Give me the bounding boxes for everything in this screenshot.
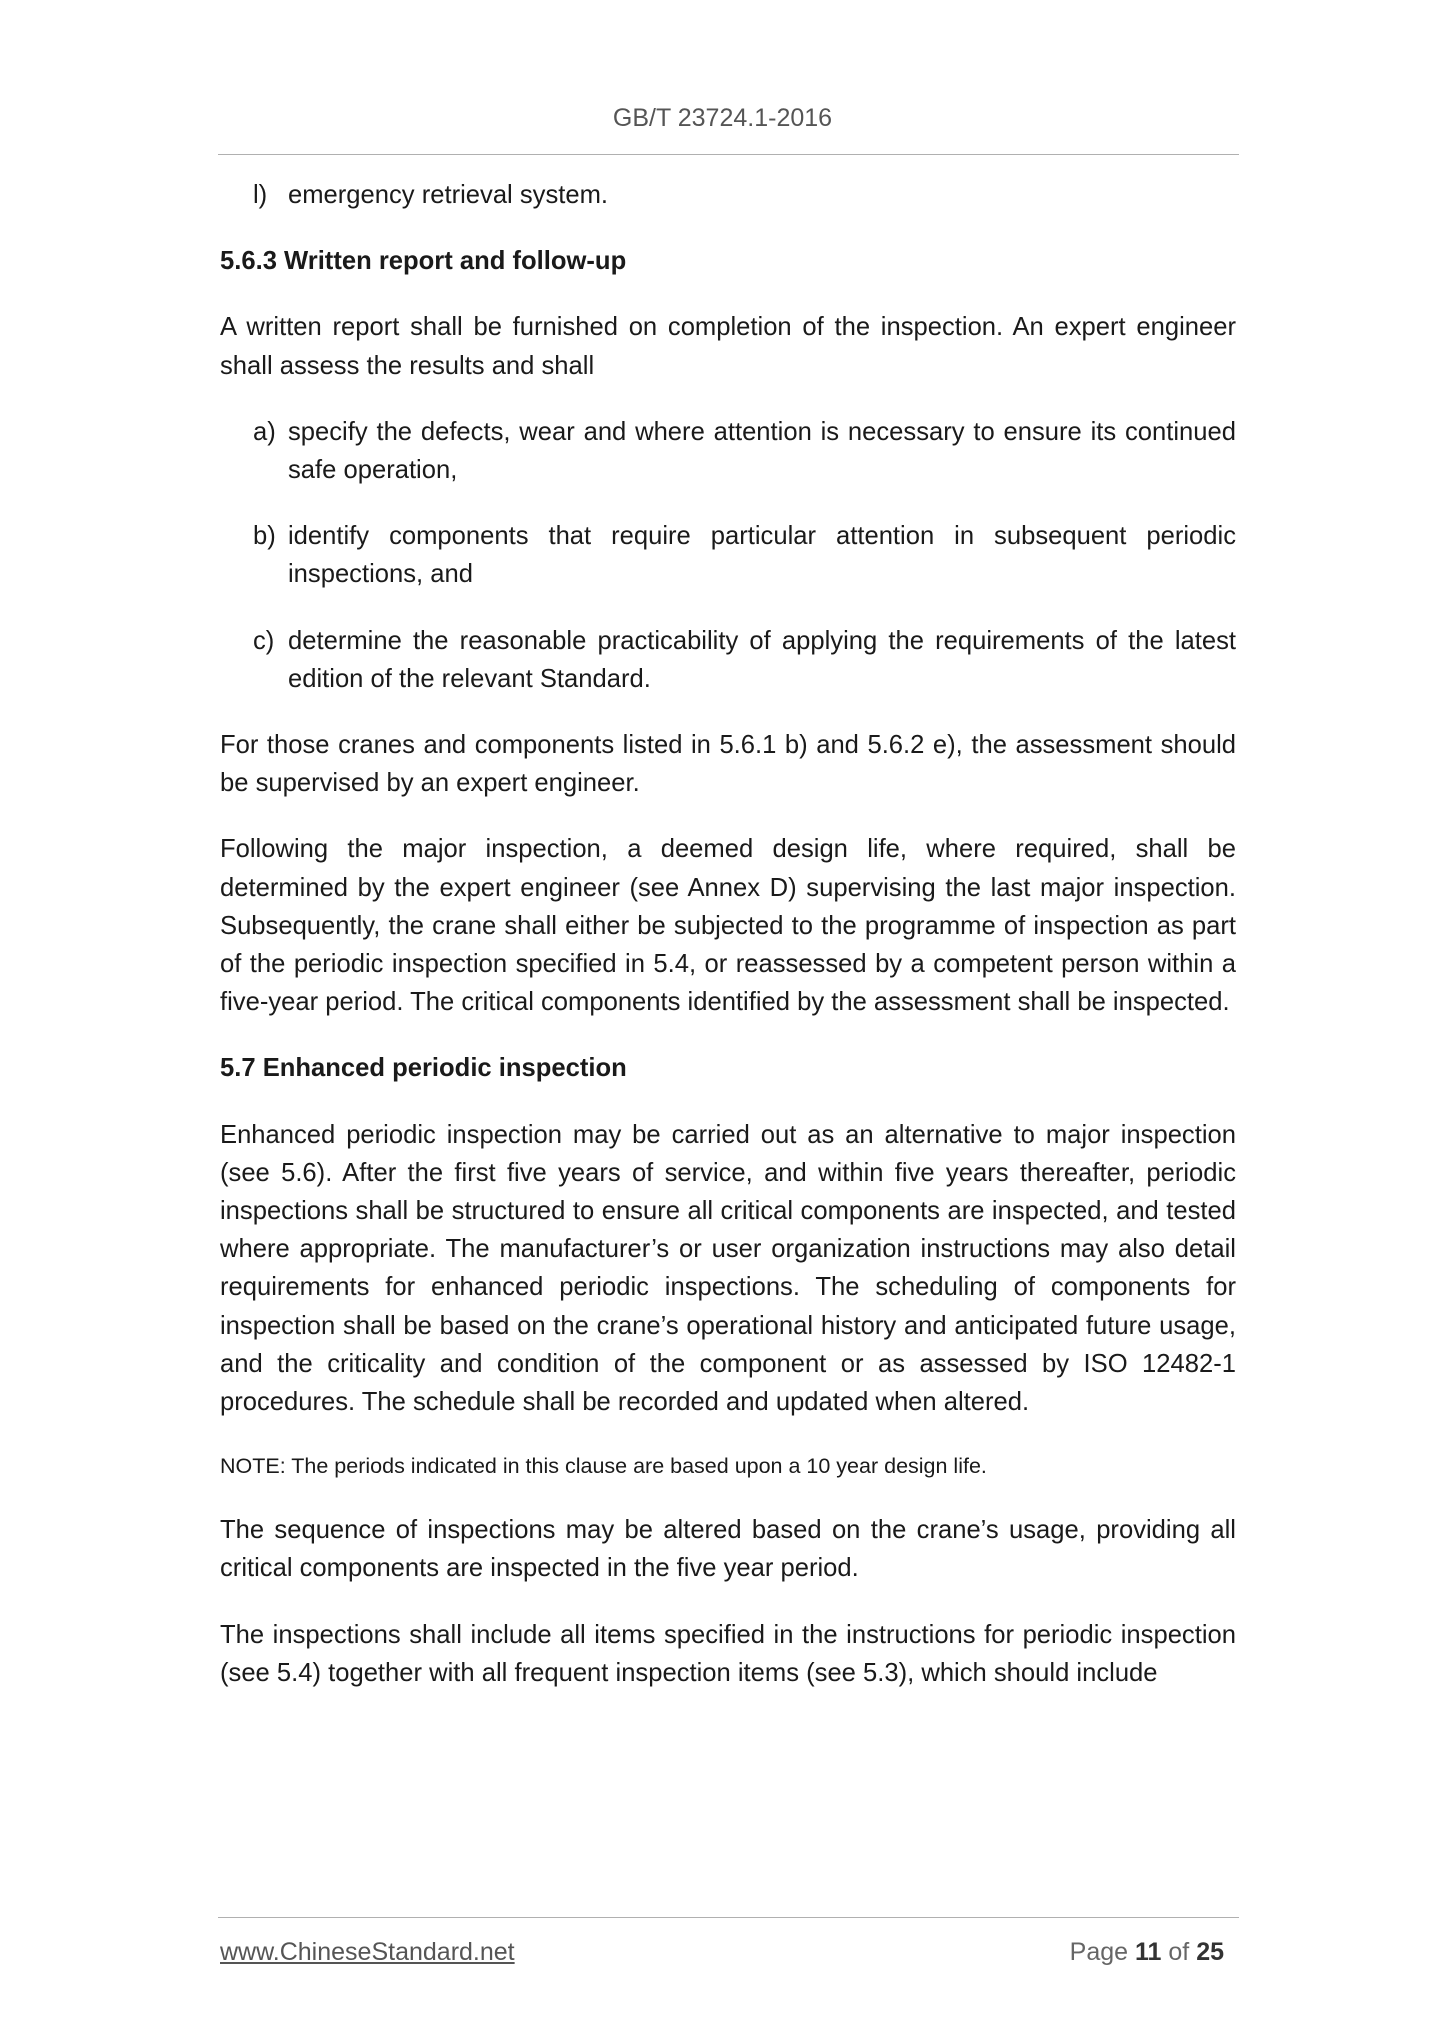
list-item-text: specify the defects, wear and where attention is necessary to ensure its continued safe operation, [288, 417, 1236, 485]
list-item-text: emergency retrieval system. [288, 181, 609, 209]
list-item-c [220, 622, 1236, 698]
list-item-l [220, 176, 1236, 214]
list-item-label: a) [253, 417, 276, 446]
page-current: 11 [1134, 1938, 1162, 1966]
paragraph-inspection-items: The inspections shall include all items specified in the instructions for periodic inspection (see 5.4) together with all frequent inspection items (see 5.3), which should include [220, 1620, 1236, 1687]
list-item-a [220, 413, 1236, 489]
list-item-label: c) [253, 626, 275, 655]
section-heading-5-7: 5.7 Enhanced periodic inspection [220, 1054, 627, 1083]
footer-divider [218, 1917, 1239, 1918]
page-content [220, 176, 1236, 1720]
list-item-label: l) [253, 181, 268, 209]
list-item-text: determine the reasonable practicability of applying the requirements of the latest edition of the relevant Standard. [288, 626, 1236, 693]
section-heading-5-6-3: 5.6.3 Written report and follow-up [220, 247, 627, 276]
page-total: 25 [1196, 1938, 1224, 1966]
page-number [1070, 1938, 1224, 1967]
paragraph-enhanced-inspection: Enhanced periodic inspection may be carried out as an alternative to major inspection (see 5.6). After the first five years of service, and within five years thereafter, periodic inspections shall be structured to ensure all critical components are inspected, and tested where appropriate. The manufacturer’s or user organization instructions may also detail requirements for enhanced periodic inspections. The scheduling of components for inspection shall be based on the crane’s operational history and anticipated future usage, and the criticality and condition of the component or as assessed by ISO 12482-1 procedures. The schedule shall be recorded and updated when altered. [220, 1120, 1236, 1417]
list-item-label: b) [253, 522, 276, 551]
list-item-b [220, 517, 1236, 593]
document-id-header: GB/T 23724.1-2016 [612, 104, 833, 132]
page-of: of [1168, 1938, 1190, 1966]
header-divider [218, 154, 1239, 155]
website-link[interactable]: www.ChineseStandard.net [220, 1938, 515, 1966]
note-design-life: NOTE: The periods indicated in this clause are based upon a 10 year design life. [220, 1454, 987, 1479]
paragraph-sequence: The sequence of inspections may be altered based on the crane’s usage, providing all critical components are inspected in the five year period. [220, 1516, 1236, 1583]
paragraph-design-life: Following the major inspection, a deemed design life, where required, shall be determined by the expert engineer (see Annex D) supervising the last major inspection. Subsequently, the crane shall either be subjected to the programme of inspection as part of the periodic inspection specified in 5.4, or reassessed by a competent person within a five-year period. The critical components identified by the assessment shall be inspected. [220, 835, 1236, 1017]
paragraph-supervision: For those cranes and components listed in 5.6.1 b) and 5.6.2 e), the assessment should be supervised by an expert engineer. [220, 731, 1236, 798]
list-item-text: identify components that require particular attention in subsequent periodic inspections, and [288, 522, 1236, 589]
page-word: Page [1069, 1938, 1129, 1966]
paragraph-written-report: A written report shall be furnished on completion of the inspection. An expert engineer shall assess the results and shall [220, 313, 1236, 380]
